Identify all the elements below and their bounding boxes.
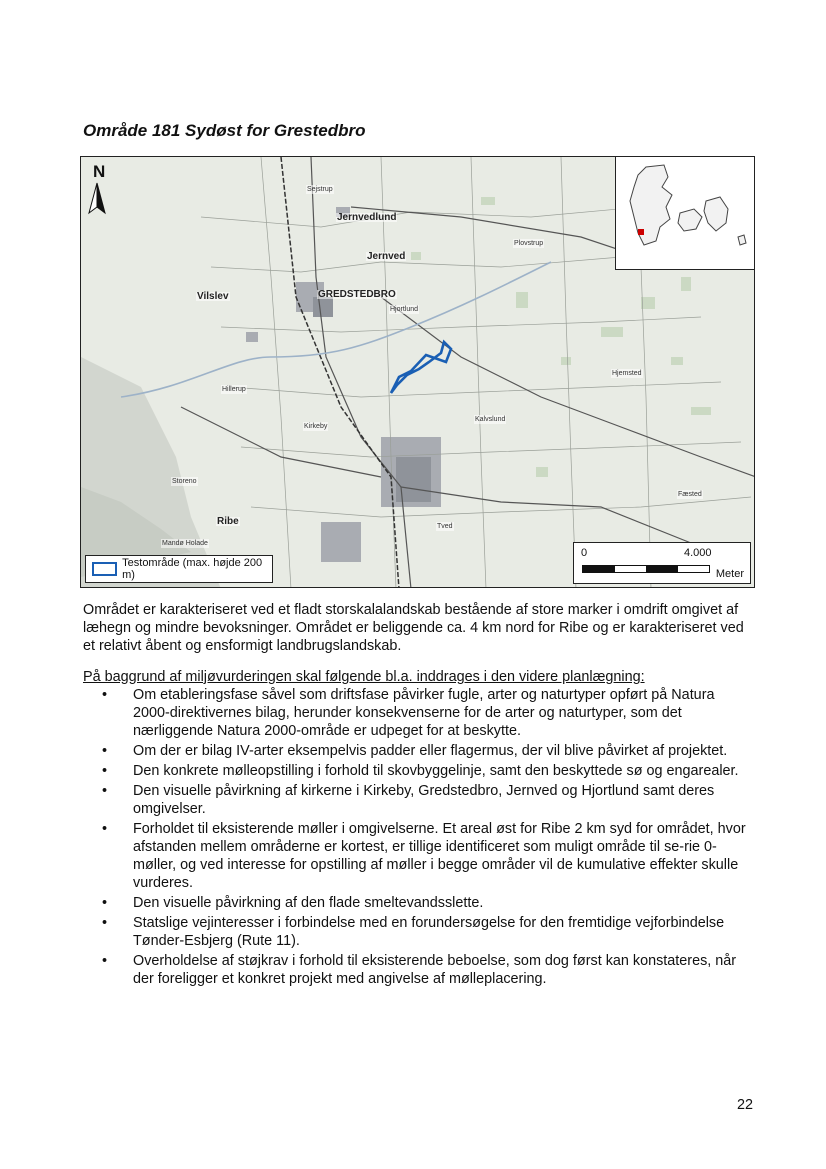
map-legend [85,555,273,583]
label-storeno: Storeno [172,478,197,485]
scale-max: 4.000 [684,547,712,559]
page-number: 22 [736,1097,753,1113]
legend-label: Testområde (max. højde 200 m) [122,557,263,581]
section-heading: Område 181 Sydøst for Grestedbro [83,121,366,140]
label-kirkeby: Kirkeby [304,423,328,430]
scale-unit: Meter [715,568,744,580]
test-area-swatch [92,562,117,576]
label-tved: Tved [437,523,453,530]
list-item: • Om der er bilag IV-arter eksempelvis padder eller flagermus, der vil blive påvirket af projektet. [83,742,755,760]
consideration-list [83,686,755,990]
label-manoe: Mandø Holade [162,540,208,547]
label-jernvedlund: Jernvedlund [337,212,397,223]
north-label: N [93,162,106,181]
list-item: • Den konkrete mølleopstilling i forhold til skovbyggelinje, samt den beskyttede sø og engarealer. [83,762,755,780]
scale-bar-graphic [582,565,710,573]
label-kalvslund: Kalvslund [475,416,506,423]
label-ribe: Ribe [217,516,239,527]
label-grestedbro: GREDSTEDBRO [318,289,396,300]
north-arrow [85,161,115,217]
label-hjemsted: Hjemsted [612,370,642,377]
label-vilslev: Vilslev [197,291,229,302]
label-sejstrup: Sejstrup [307,186,333,193]
label-faested: Fæsted [678,491,702,498]
label-hjortlund: Hjortlund [390,306,419,313]
label-plovstrup: Plovstrup [514,240,544,247]
description-paragraph: Området er karakteriseret ved et fladt storskalalandskab bestående af store marker i omdrift omgivet af læhegn og mindre bevoksninger. Området er beliggende ca. 4 km nord for Ribe og er karakteriseret ved et relativt åbent og ensformigt landbrugslandskab. [83,602,744,654]
list-item: • Overholdelse af støjkrav i forhold til eksisterende beboelse, som dog først kan konstateres, når der foreligger et konkret projekt med angivelse af mølleplacering. [83,952,755,988]
area-map [80,156,755,588]
list-item: • Den visuelle påvirkning af den flade smeltevandsslette. [83,894,755,912]
list-item: • Statslige vejinteresser i forbindelse med en forundersøgelse for den fremtidige vejforbindelse Tønder-Esbjerg (Rute 11). [83,914,755,950]
scale-zero: 0 [581,547,588,559]
denmark-inset-map [615,156,755,270]
scale-bar [573,542,751,584]
list-item: • Om etableringsfase såvel som driftsfase påvirker fugle, arter og naturtyper opført på Natura 2000-direktivernes bilag, herunder konsekvenserne for de arter og naturtyper, som det nærliggende Natura 2000-område er udpeget for at beskytte. [83,686,755,740]
list-item: • Den visuelle påvirkning af kirkerne i Kirkeby, Gredstedbro, Jernved og Hjortlund samt deres omgivelser. [83,782,755,818]
list-item: • Forholdet til eksisterende møller i omgivelserne. Et areal øst for Ribe 2 km syd for området, hvor afstanden mellem områderne er kortest, er tillige identificeret som muligt område til se-rie 0-møller, og ved interesse for opstilling af møller i begge områder vil de kumulative effekter skulle vurderes. [83,820,755,892]
denmark-outline-icon [616,157,754,269]
bullet-intro: På baggrund af miljøvurderingen skal følgende bl.a. inddrages i den videre planlægning: [83,669,645,685]
label-hillerup: Hillerup [222,386,246,393]
label-jernved: Jernved [367,251,406,262]
